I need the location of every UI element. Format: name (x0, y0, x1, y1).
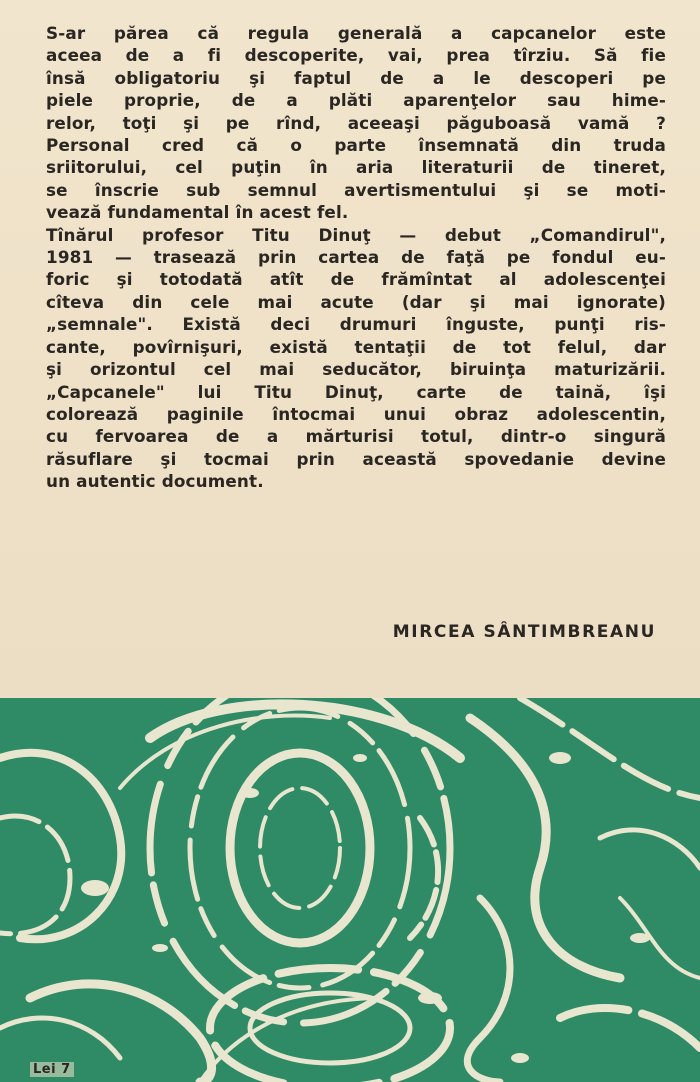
blurb-line: se înscrie sub semnul avertismentului şi se moti- (46, 179, 666, 200)
blurb-line: însă obligatoriu şi faptul de a le descoperi pe (46, 67, 666, 88)
blurb-line: răsuflare şi tocmai prin această spovedanie devine (46, 448, 666, 469)
blurb-line: vează fundamental în acest fel. (46, 202, 349, 223)
blurb-line: cante, povîrnişuri, există tentaţii de tot felul, dar (46, 336, 666, 357)
blurb-line: foric şi totodată atît de frămîntat al adolescenţei (46, 269, 666, 290)
author-signature: MIRCEA SÂNTIMBREANU (392, 622, 656, 642)
blurb-line: aceea de a fi descoperite, vai, prea tîrziu. Să fie (46, 45, 666, 66)
marbled-pattern (0, 698, 700, 1082)
blurb-line: un autentic document. (46, 471, 264, 492)
blurb-text (46, 22, 666, 493)
blurb-line: Personal cred că o parte însemnată din truda (46, 135, 666, 156)
blurb-line: sriitorului, cel puţin în aria literaturii de tineret, (46, 157, 666, 178)
blurb-line: S-ar părea că regula generală a capcanelor este (46, 23, 666, 43)
blurb-line: colorează paginile întocmai unui obraz adolescentin, (46, 403, 666, 424)
blurb-line: piele proprie, de a plăti aparenţelor sau himе- (46, 90, 666, 111)
blurb-line: şi orizontul cel mai seducător, biruinţa maturizării. (46, 359, 666, 380)
blurb-line: cîteva din cele mai acute (dar şi mai ignorate) (46, 291, 666, 312)
blurb-line: 1981 — trasează prin cartea de faţă pe fondul eu- (46, 247, 666, 268)
blurb-line: relor, toţi şi pe rînd, aceeaşi păguboasă vamă ? (46, 112, 666, 133)
blurb-line: cu fervoarea de a mărturisi totul, dintr-o singură (46, 426, 666, 447)
blurb-line: „semnale". Există deci drumuri înguste, punţi ris- (46, 314, 666, 335)
blurb-line: „Capcanele" lui Titu Dinuţ, carte de taină, îşi (46, 381, 666, 402)
price-label: Lei 7 (30, 1062, 74, 1077)
swirl-artwork (0, 698, 700, 1082)
blurb-line: Tînărul profesor Titu Dinuţ — debut „Comandirul", (46, 224, 666, 245)
